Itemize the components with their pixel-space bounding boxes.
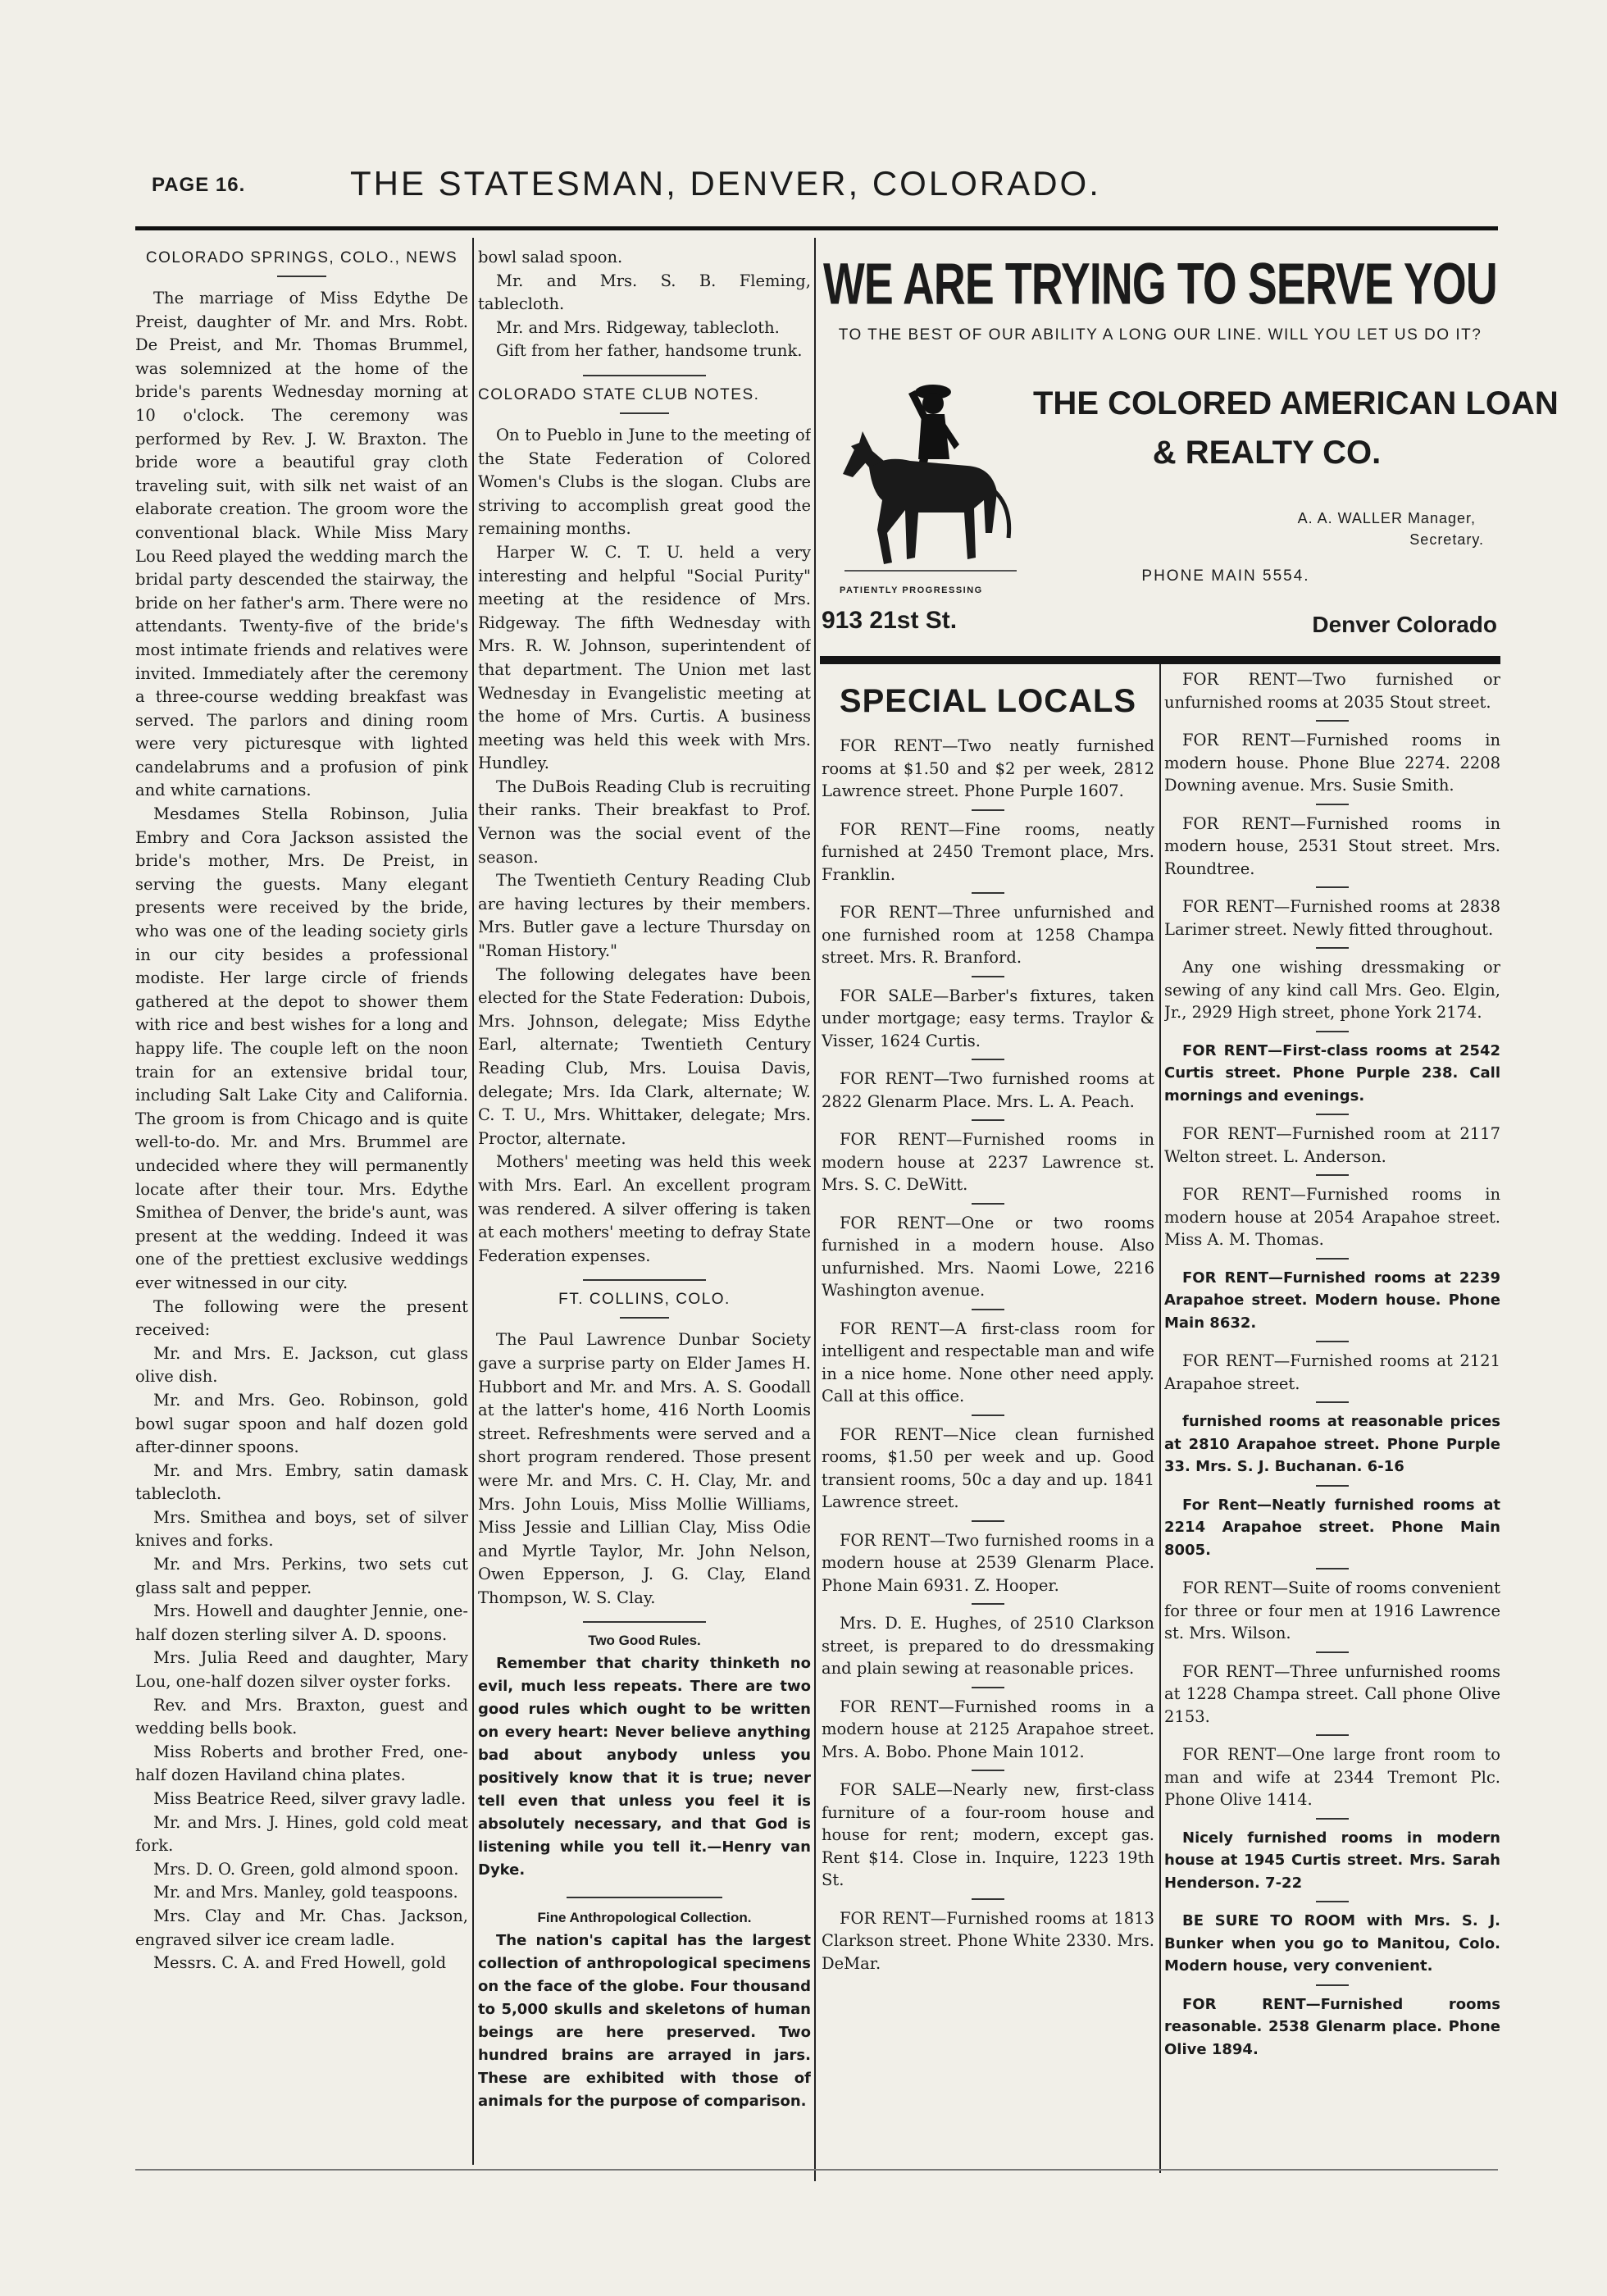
article-paragraph: Miss Beatrice Reed, silver gravy ladle. (153, 1789, 467, 1808)
article-paragraph: Mr. and Mrs. J. Hines, gold cold meat fork. (135, 1812, 468, 1856)
classified-ad: FOR RENT—Furnished rooms at 2121 Arapahoe street. (1164, 1351, 1500, 1393)
divider (972, 1059, 1004, 1060)
divider (1316, 1174, 1349, 1176)
divider (620, 412, 669, 414)
divider (1316, 1651, 1349, 1653)
column-rule (472, 238, 474, 2165)
divider (583, 1279, 706, 1281)
classified-ad: FOR RENT—One or two rooms furnished in a modern house. Also unfurnished. Mrs. Naomi Lowe, 2216 Washington avenue. (822, 1213, 1154, 1300)
divider (1316, 1568, 1349, 1569)
classified-ad: FOR RENT—Furnished rooms at 2838 Larimer street. Newly fitted throughout. (1164, 897, 1500, 939)
article-body (478, 424, 811, 1268)
phone-line: PHONE MAIN 5554. (1141, 567, 1310, 585)
divider (972, 1898, 1004, 1900)
column-club-notes (478, 246, 811, 2165)
classified-ad: FOR RENT—Furnished rooms in modern house, 2531 Stout street. Mrs. Roundtree. (1164, 813, 1500, 878)
article-paragraph: Rev. and Mrs. Braxton, guest and wedding bells book. (135, 1695, 468, 1738)
divider (972, 1119, 1004, 1121)
article-paragraph: Mesdames Stella Robinson, Julia Embry and Cora Jackson assisted the bride's mother, Mrs. De Preist, in serving the guests. Many elegant presents were received by the bride, who was one of the leading society girls in our city besides a professional modiste. Her large circle of friends gathered at the depot to shower them with rice and best wishes for a long and happy life. The couple left on the noon train for an extensive bridal tour, including Salt Lake City and California. The groom is from Chicago and is quite well-to-do. Mr. and Mrs. Brummel are undecided where they will permanently locate after their tour. Mrs. Edythe Smithea of Denver, the bride's aunt, was present at the wedding. Indeed it was one of the prettiest exclusive weddings ever witnessed in our city. (135, 804, 468, 1292)
article-paragraph: Mr. and Mrs. Perkins, two sets cut glass salt and pepper. (135, 1555, 468, 1597)
divider (972, 976, 1004, 977)
classified-ad: FOR RENT—First-class rooms at 2542 Curtis street. Phone Purple 238. Call mornings and evenings. (1164, 1041, 1500, 1105)
column-colorado-springs (135, 246, 468, 2165)
divider (583, 375, 706, 376)
classified-ad: FOR RENT—Two furnished or unfurnished rooms at 2035 Stout street. (1164, 670, 1500, 712)
divider (1316, 720, 1349, 722)
header-rule (135, 226, 1498, 230)
article-paragraph: Mrs. Smithea and boys, set of silver knives and forks. (135, 1507, 468, 1551)
ad-bottom-rule (820, 656, 1500, 664)
article-paragraph: Mothers' meeting was held this week with Mrs. Earl. An excellent program was rendered. A silver offering is taken at each mothers' meeting to defray State Federation expenses. (478, 1152, 811, 1265)
gift-list (478, 270, 811, 363)
article-paragraph: Mrs. Julia Reed and daughter, Mary Lou, one-half dozen silver oyster forks. (135, 1648, 468, 1692)
classified-ad: FOR RENT—A first-class room for intelligent and respectable man and wife in a nice home. None other need apply. Call at this office. (822, 1319, 1154, 1405)
divider (567, 1897, 722, 1898)
divider (1316, 1818, 1349, 1820)
classified-ad: FOR RENT—Fine rooms, neatly furnished at 2450 Tremont place, Mrs. Franklin. (822, 819, 1154, 884)
classified-ad: BE SURE TO ROOM with Mrs. S. J. Bunker when you go to Manitou, Colo. Modern house, very convenient. (1164, 1912, 1500, 1975)
classified-list (1164, 668, 1500, 2061)
divider (1316, 1341, 1349, 1342)
classified-ad: FOR SALE—Nearly new, first-class furniture of a four-room house and house for rent; modern, except gas. Rent $14. Close in. Inquire, 1223 19th St. (822, 1780, 1154, 1889)
classified-ad: For Rent—Neatly furnished rooms at 2214 Arapahoe street. Phone Main 8005. (1164, 1496, 1500, 1559)
section-heading: COLORADO STATE CLUB NOTES. (478, 385, 760, 403)
section-heading: COLORADO SPRINGS, COLO., NEWS (145, 249, 458, 266)
divider (972, 809, 1004, 811)
article-paragraph: The Twentieth Century Reading Club are having lectures by their members. Mrs. Butler gave a lecture Thursday on "Roman History." (478, 871, 811, 961)
section-heading: Fine Anthropological Collection. (537, 1910, 752, 1926)
classified-ad: FOR RENT—Furnished rooms reasonable. 2538 Glenarm place. Phone Olive 1894. (1164, 1995, 1500, 2058)
divider (1316, 1258, 1349, 1260)
ad-city: Denver Colorado (1312, 612, 1497, 637)
column-rule (814, 238, 816, 2181)
article-paragraph: On to Pueblo in June to the meeting of the State Federation of Colored Women's Clubs is the slogan. Clubs are striving to accomplish great good the remaining months. (478, 425, 811, 539)
article-continuation: bowl salad spoon. (478, 248, 623, 266)
divider (972, 1770, 1004, 1771)
article-paragraph: The DuBois Reading Club is recruiting their ranks. Their breakfast to Prof. Vernon was the social event of the season. (478, 777, 811, 867)
classified-ad: FOR SALE—Barber's fixtures, taken under mortgage; easy terms. Traylor & Visser, 1624 Curtis. (822, 986, 1154, 1050)
secretary-line: Secretary. (1409, 531, 1484, 548)
article-paragraph: Mrs. D. O. Green, gold almond spoon. (153, 1859, 459, 1879)
article-paragraph: Mr. and Mrs. Geo. Robinson, gold bowl sugar spoon and half dozen gold after-dinner spoons. (135, 1390, 468, 1457)
divider (277, 276, 326, 277)
divider (1316, 1114, 1349, 1115)
divider (972, 1520, 1004, 1522)
classified-ad: FOR RENT—Three unfurnished and one furnished room at 1258 Champa street. Mrs. R. Branford. (822, 903, 1154, 967)
classified-ad: FOR RENT—Furnished room at 2117 Welton street. L. Anderson. (1164, 1124, 1500, 1166)
article-paragraph: Messrs. C. A. and Fred Howell, gold (153, 1953, 447, 1973)
article-paragraph: The Paul Lawrence Dunbar Society gave a surprise party on Elder James H. Hubbort and Mr. and Mrs. A. S. Goodall at the latter's home, 416 North Loomis street. Refreshments were served and a short program rendered. Those present were Mr. and Mrs. C. H. Clay, Mr. and Mrs. John Louis, Miss Mollie Williams, Miss Jessie and Lillian Clay, Miss Odie and Myrtle Taylor, Mr. John Nelson, Owen Epperson, J. G. Clay, Eland Thompson, W. S. Clay. (478, 1330, 811, 1607)
classified-ad: Mrs. D. E. Hughes, of 2510 Clarkson street, is prepared to do dressmaking and plain sewing at reasonable prices. (822, 1614, 1154, 1678)
classified-ad: Any one wishing dressmaking or sewing of any kind call Mrs. Geo. Elgin, Jr., 2929 High street, phone York 2174. (1164, 958, 1500, 1022)
divider (972, 1203, 1004, 1205)
ad-subheadline: TO THE BEST OF OUR ABILITY A LONG OUR LINE. WILL YOU LET US DO IT? (838, 326, 1482, 344)
classified-ad: furnished rooms at reasonable prices at 2810 Arapahoe street. Phone Purple 33. Mrs. S. J. Buchanan. 6-16 (1164, 1413, 1500, 1475)
divider (972, 1414, 1004, 1416)
classified-ad: FOR RENT—Furnished rooms in modern house. Phone Blue 2274. 2208 Downing avenue. Mrs. Susie Smith. (1164, 731, 1500, 795)
section-heading: Two Good Rules. (588, 1633, 701, 1649)
page-bottom-rule (135, 2169, 1498, 2171)
donkey-rider-illustration (836, 369, 1025, 584)
divider (1316, 1031, 1349, 1032)
classified-ad: FOR RENT—Furnished rooms at 1813 Clarkson street. Phone White 2330. Mrs. DeMar. (822, 1908, 1154, 1973)
article-paragraph: The marriage of Miss Edythe De Preist, daughter of Mr. and Mrs. Robt. De Preist, and Mr. Thomas Brummel, was solemnized at the home of the bride's parents Wednesday morning at 10 o'clock. The ceremony was performed by Rev. J. W. Braxton. The bride wore a beautiful gray cloth traveling suit, with silk net waist of an elaborate creation. The groom wore the conventional black. While Miss Mary Lou Reed played the wedding march the bridal party descended the stairway, the bride on her father's arm. There were no attendants. Twenty-five of the bride's most intimate friends and relatives were invited. Immediately after the ceremony a three-course wedding breakfast was served. The parlors and dining room were very picturesque with lighted candelabrums and a profusion of pink and white carnations. (135, 289, 468, 800)
article-paragraph: Miss Roberts and brother Fred, one-half dozen Haviland china plates. (135, 1742, 468, 1785)
article-paragraph: The following delegates have been elected for the State Federation: Dubois, Mrs. Johnson, delegate; Miss Edythe Earl, alternate; Twentieth Century Reading Club, Mrs. Louisa Davis, delegate; Mrs. Ida Clark, alternate; W. C. T. U., Mrs. Whittaker, delegate; Mrs. Proctor, alternate. (478, 964, 811, 1148)
classified-ad: FOR RENT—One large front room to man and wife at 2344 Tremont Plc. Phone Olive 1414. (1164, 1745, 1500, 1809)
classified-ad: FOR RENT—Three unfurnished rooms at 1228 Champa street. Call phone Olive 2153. (1164, 1661, 1500, 1726)
article-paragraph: Mr. and Mrs. Ridgeway, tablecloth. (496, 317, 780, 337)
divider (1316, 1485, 1349, 1487)
classified-ad: FOR RENT—Furnished rooms in a modern house at 2125 Arapahoe street. Mrs. A. Bobo. Phone Main 1012. (822, 1697, 1154, 1761)
column-rule (1159, 664, 1161, 2173)
ad-tagline: PATIENTLY PROGRESSING (840, 585, 983, 595)
column-special-locals-left (822, 668, 1154, 2169)
divider (620, 1317, 669, 1319)
classified-list (822, 735, 1154, 1975)
article-paragraph: Mr. and Mrs. S. B. Fleming, tablecloth. (478, 271, 811, 314)
column-special-locals-right (1164, 668, 1500, 2169)
article-paragraph: Mr. and Mrs. Embry, satin damask tablecloth. (135, 1460, 468, 1504)
divider (972, 1309, 1004, 1310)
article-paragraph: Remember that charity thinketh no evil, much less repeats. There are two good rules which ought to be written on every heart: Never believe anything bad about anybody unless you positively know that it is true; never tell even that unless you feel it is absolutely necessary, and that God is listening while you tell it.—Henry van Dyke. (478, 1655, 811, 1879)
article-paragraph: Mr. and Mrs. E. Jackson, cut glass olive dish. (135, 1343, 468, 1387)
ad-headline: WE ARE TRYING TO SERVE YOU (823, 252, 1497, 317)
divider (1316, 886, 1349, 888)
manager-line: A. A. WALLER Manager, (1297, 510, 1476, 526)
divider (1316, 1984, 1349, 1986)
article-paragraph: Mr. and Mrs. Manley, gold teaspoons. (153, 1883, 458, 1902)
page-header (152, 164, 1496, 213)
classified-ad: FOR RENT—Two neatly furnished rooms at $1.50 and $2 per week, 2812 Lawrence street. Phone Purple 1607. (822, 736, 1154, 800)
divider (972, 892, 1004, 894)
classified-ad: FOR RENT—Two furnished rooms in a modern house at 2539 Glenarm Place. Phone Main 6931. Z. Hooper. (822, 1530, 1154, 1595)
classified-ad: FOR RENT—Furnished rooms in modern house at 2237 Lawrence st. Mrs. S. C. DeWitt. (822, 1130, 1154, 1194)
classified-ad: FOR RENT—Furnished rooms in modern house at 2054 Arapahoe street. Miss A. M. Thomas. (1164, 1185, 1500, 1249)
article-paragraph: The following were the present received: (135, 1296, 468, 1340)
page-number: PAGE 16. (152, 174, 246, 196)
article-paragraph: Mrs. Clay and Mr. Chas. Jackson, engraved silver ice cream ladle. (135, 1906, 468, 1949)
classified-ad: FOR RENT—Suite of rooms convenient for three or four men at 1916 Lawrence st. Mrs. Wilson. (1164, 1578, 1500, 1642)
divider (972, 1687, 1004, 1688)
loan-realty-advertisement (820, 246, 1559, 660)
article-paragraph: The nation's capital has the largest collection of anthropological specimens on the face of the globe. Four thousand to 5,000 skulls and skeletons of human beings are here preserved. Two hundred brains are arrayed in jars. These are exhibited with those of animals for the purpose of comparison. (478, 1932, 811, 2111)
classified-ad: Nicely furnished rooms in modern house at 1945 Curtis street. Mrs. Sarah Henderson. 7-22 (1164, 1829, 1500, 1892)
divider (1316, 1901, 1349, 1902)
divider (1316, 947, 1349, 949)
divider (972, 1603, 1004, 1605)
company-name: THE COLORED AMERICAN LOAN (1033, 385, 1559, 421)
divider (583, 1621, 706, 1623)
classified-ad: FOR RENT—Nice clean furnished rooms, $1.50 per week and up. Good transient rooms, 50c a day and up. 1841 Lawrence street. (822, 1424, 1154, 1511)
section-heading: FT. COLLINS, COLO. (558, 1291, 731, 1309)
divider (1316, 1401, 1349, 1403)
article-paragraph: Gift from her father, handsome trunk. (496, 341, 803, 361)
article-paragraph: Mrs. Howell and daughter Jennie, one-half dozen sterling silver A. D. spoons. (135, 1601, 468, 1644)
divider (1316, 804, 1349, 805)
divider (1316, 1734, 1349, 1736)
article-paragraph: Harper W. C. T. U. held a very interesting and helpful "Social Purity" meeting at the residence of Mrs. Ridgeway. The fifth Wednesday with Mrs. R. W. Johnson, superintendent of that department. The Union met last Wednesday in Evangelistic meeting at the home of Mrs. Curtis. A business meeting was held this week with Mrs. Hundley. (478, 542, 811, 773)
ad-address: 913 21st St. (822, 607, 958, 634)
company-name-line2: & REALTY CO. (1152, 435, 1382, 471)
article-body (135, 287, 468, 1975)
section-heading: SPECIAL LOCALS (839, 683, 1137, 719)
masthead: THE STATESMAN, DENVER, COLORADO. (350, 164, 1101, 203)
classified-ad: FOR RENT—Furnished rooms at 2239 Arapahoe street. Modern house. Phone Main 8632. (1164, 1269, 1500, 1332)
classified-ad: FOR RENT—Two furnished rooms at 2822 Glenarm Place. Mrs. L. A. Peach. (822, 1069, 1154, 1111)
